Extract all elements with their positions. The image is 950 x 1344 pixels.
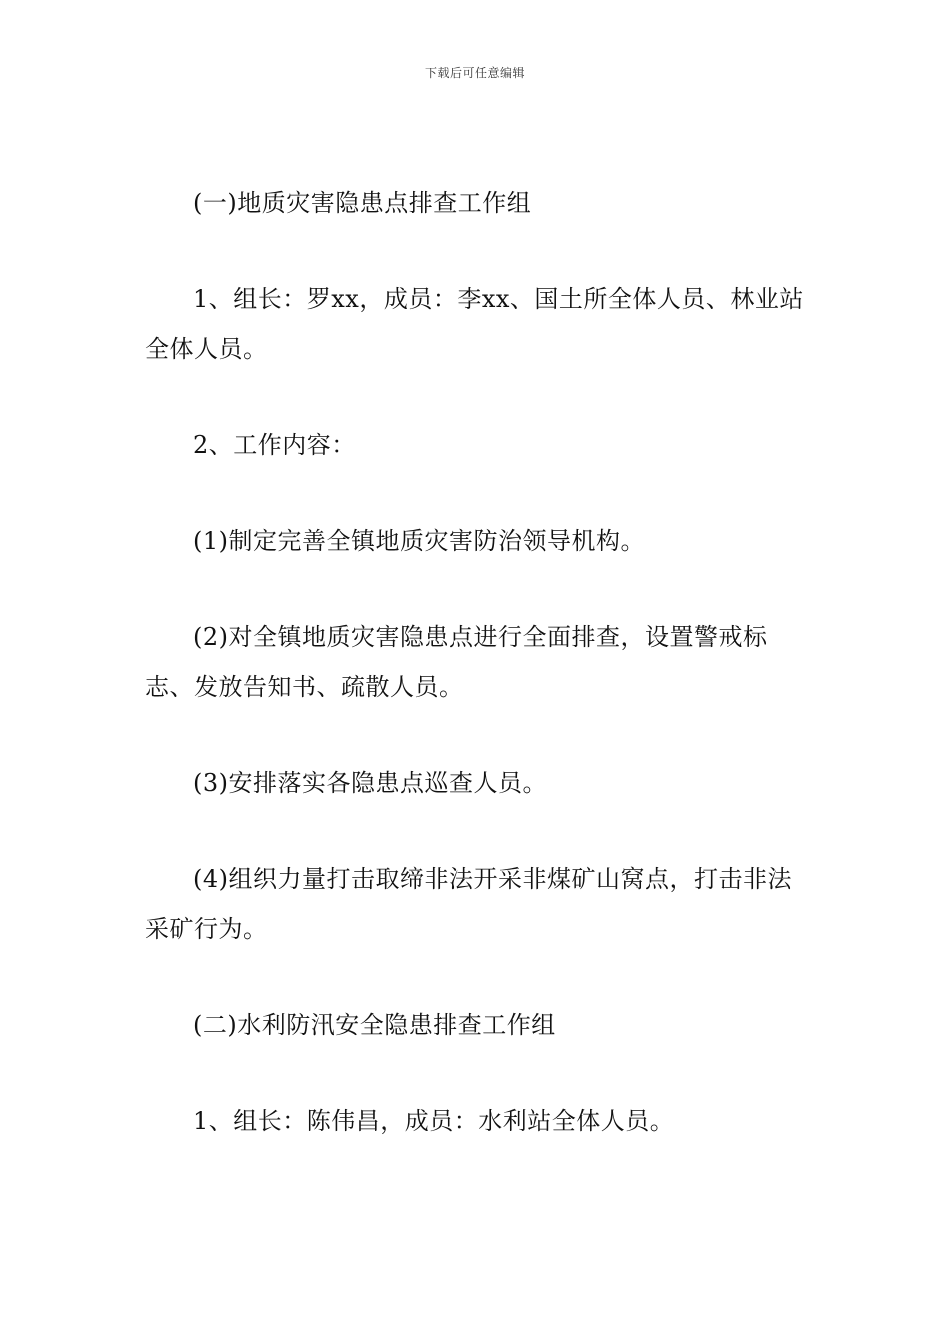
paragraph-item-4: (4)组织力量打击取缔非法开采非煤矿山窝点，打击非法采矿行为。 (145, 865, 792, 943)
paragraph-item-3: (3)安排落实各隐患点巡查人员。 (193, 769, 547, 797)
paragraph-team-leader-1: 1、组长：罗xx，成员：李xx、国土所全体人员、林业站全体人员。 (145, 285, 804, 363)
section-heading-geological: (一)地质灾害隐患点排查工作组 (193, 189, 532, 217)
header-note: 下载后可任意编辑 (424, 66, 525, 80)
paragraph-item-1: (1)制定完善全镇地质灾害防治领导机构。 (193, 527, 645, 555)
document-body (145, 178, 807, 1192)
paragraph-item-2: (2)对全镇地质灾害隐患点进行全面排查，设置警戒标志、发放告知书、疏散人员。 (145, 623, 768, 701)
paragraph-work-content: 2、工作内容： (193, 431, 356, 459)
paragraph-team-leader-2: 1、组长：陈伟昌，成员：水利站全体人员。 (193, 1107, 675, 1135)
section-heading-flood-control: (二)水利防汛安全隐患排查工作组 (193, 1011, 556, 1039)
